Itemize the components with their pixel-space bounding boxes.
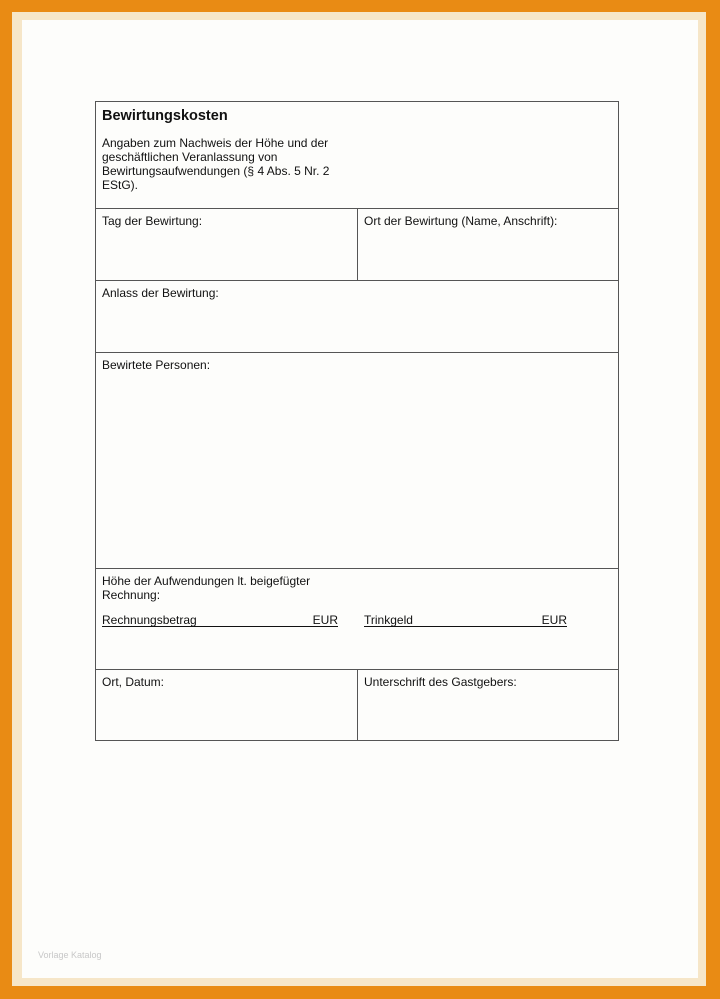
place-field[interactable] <box>358 209 618 280</box>
persons-label: Bewirtete Personen: <box>102 358 211 372</box>
invoice-amount-label: Rechnungsbetrag <box>102 613 197 627</box>
invoice-amount-underline <box>102 626 338 627</box>
expenses-row <box>96 569 618 670</box>
form-subtitle: Angaben zum Nachweis der Höhe und der geschäftlichen Veranlassung von Bewirtungsaufwendungen (§ 4 Abs. 5 Nr. 2 EStG). <box>102 136 330 192</box>
occasion-label: Anlass der Bewirtung: <box>102 286 219 300</box>
form-header-row <box>96 102 618 209</box>
form-title: Bewirtungskosten <box>102 108 228 124</box>
persons-field[interactable] <box>96 353 618 568</box>
document-page <box>22 20 698 978</box>
place-date-label: Ort, Datum: <box>102 675 165 689</box>
tip-currency: EUR <box>541 613 567 627</box>
day-field[interactable] <box>96 209 358 280</box>
signature-row <box>96 670 618 741</box>
persons-row <box>96 353 618 569</box>
place-date-field[interactable] <box>96 670 358 741</box>
expense-form <box>95 101 619 741</box>
watermark-text: Vorlage Katalog <box>38 950 102 960</box>
day-place-row <box>96 209 618 281</box>
day-label: Tag der Bewirtung: <box>102 214 203 228</box>
tip-underline <box>364 626 567 627</box>
invoice-currency: EUR <box>312 613 338 627</box>
form-header-cell <box>96 102 618 208</box>
tip-label: Trinkgeld <box>364 613 413 627</box>
occasion-row <box>96 281 618 353</box>
expenses-label: Höhe der Aufwendungen lt. beigefügter Rechnung: <box>102 574 311 602</box>
occasion-field[interactable] <box>96 281 618 352</box>
signature-label: Unterschrift des Gastgebers: <box>364 675 517 689</box>
place-label: Ort der Bewirtung (Name, Anschrift): <box>364 214 558 228</box>
signature-field[interactable] <box>358 670 618 741</box>
expenses-field <box>96 569 618 669</box>
